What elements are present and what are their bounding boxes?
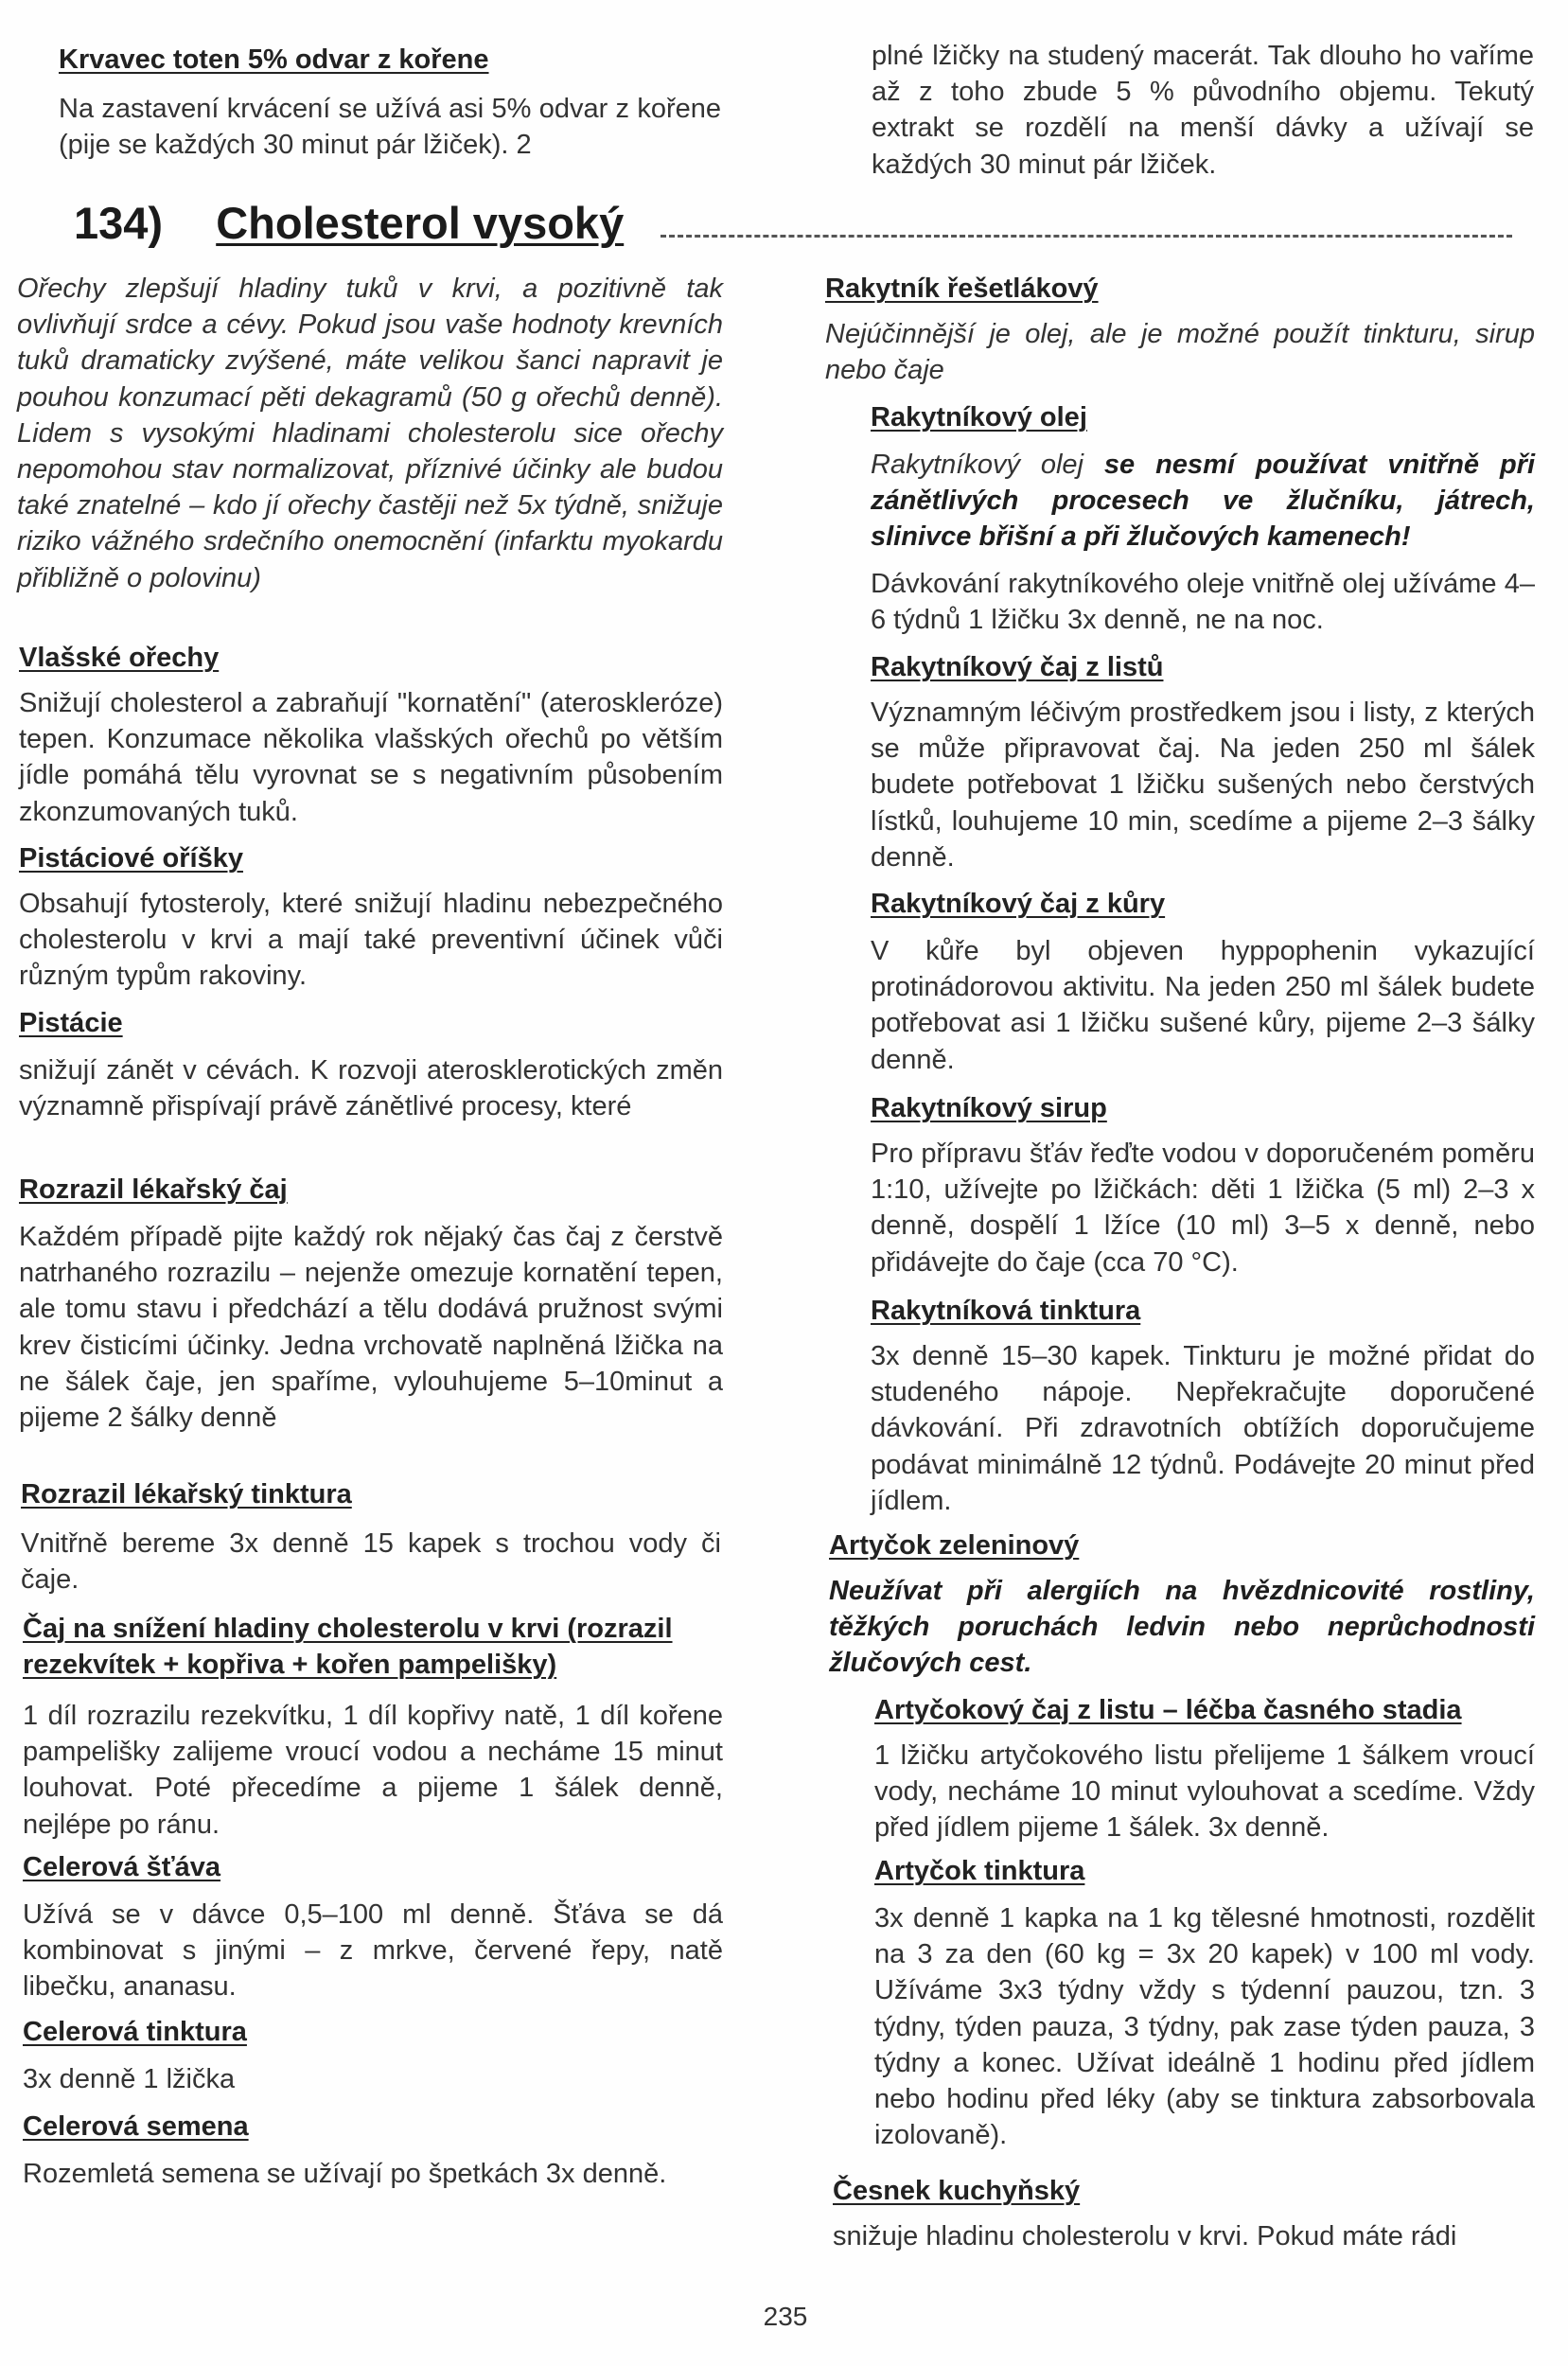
text-leaf-tea: Významným léčivým prostředkem jsou i listy, z kterých se může připravovat čaj. Na jeden 250 ml šálek budete potřebovat 1 lžičku sušených nebo čerstvých lístků, louhujeme 10 min, scedíme a pijeme 2–3 šálky denně. [871, 697, 1535, 873]
heading-oil: Rakytníkový olej [871, 402, 1087, 433]
text-rozrazil-tea: Každém případě pijte každý rok nějaký čas čaj z čerstvě natrhaného rozrazilu – nejenže omezuje kornatění tepen, ale tomu stavu i předchází a tělu dodává pružnost svými krev čisticími účinky. Jedna vrchovatě naplněná lžička na ne šálek čaje, jen spaříme, vylouhujeme 5–10minut a pijeme 2 šálky denně [19, 1222, 723, 1434]
heading-krvavec: Krvavec toten 5% odvar z kořene [59, 44, 489, 75]
heading-rozrazil-tea: Rozrazil lékařský čaj [19, 1174, 288, 1205]
oil-warning-bold: se nesmí používat vnitřně při zánětlivých procesech ve žlučníku, játrech, slinivce břišní a při žlučových kamenech! [871, 450, 1536, 553]
heading-sea-buckthorn: Rakytník řešetlákový [825, 274, 1099, 304]
heading-syrup: Rakytníkový sirup [871, 1093, 1107, 1123]
text-mix-tea: 1 díl rozrazilu rezekvítku, 1 díl kopřivy natě, 1 díl kořene pampelišky zalijeme vroucí vodou a necháme 15 minut louhovat. Poté přecedíme a pijeme 1 šálek denně, nejlépe po ránu. [23, 1701, 723, 1840]
text-garlic: snižuje hladinu cholesterolu v krvi. Pokud máte rádi [833, 2221, 1457, 2251]
text-celery-juice: Užívá se v dávce 0,5–100 ml denně. Šťáva se dá kombinovat s jinými – z mrkve, červené řepy, natě libečku, ananasu. [23, 1899, 723, 2003]
section-title [74, 195, 624, 252]
heading-celery-juice: Celerová šťáva [23, 1852, 220, 1882]
text-tincture: 3x denně 15–30 kapek. Tinkturu je možné přidat do studeného nápoje. Nepřekračujte doporučené dávkování. Při zdravotních obtížích doporučujeme podávat minimálně 12 týdnů. Podávejte 20 minut před jídlem. [871, 1341, 1535, 1516]
oil-warning-prefix: Rakytníkový olej [871, 450, 1104, 480]
heading-pistachio-nuts: Pistáciové oříšky [19, 843, 243, 874]
section-heading [74, 195, 1512, 261]
text-rozrazil-tincture: Vnitřně bereme 3x denně 15 kapek s trochou vody či čaje. [21, 1528, 721, 1596]
dashed-rule [661, 235, 1512, 238]
heading-artichoke: Artyčok zeleninový [829, 1530, 1080, 1561]
heading-walnut: Vlašské ořechy [19, 643, 220, 673]
heading-pistachio: Pistácie [19, 1008, 123, 1038]
intro-paragraph: Ořechy zlepšují hladiny tuků v krvi, a pozitivně tak ovlivňují srdce a cévy. Pokud jsou vaše hodnoty krevních tuků dramaticky zvýšené, máte velikou šanci napravit je pouhou konzumací pěti dekagramů (50 g ořechů denně). Lidem s vysokými hladinami cholesterolu sice ořechy nepomohou stav normalizovat, příznivé účinky ale budou také znatelné – kdo jí ořechy častěji než 5x týdně, snižuje riziko vážného srdečního onemocnění (infarktu myokardu přibližně o polovinu) [17, 274, 723, 593]
text-celery-tincture: 3x denně 1 lžička [23, 2064, 236, 2094]
section-name: Cholesterol vysoký [216, 198, 625, 248]
heading-artichoke-tea: Artyčokový čaj z listu – léčba časného stadia [874, 1695, 1462, 1725]
text-oil-warning [871, 447, 1535, 556]
text-krvavec: Na zastavení krvácení se užívá asi 5% odvar z kořene (pije se každých 30 minut pár lžiček). 2 [59, 94, 721, 161]
text-sea-buckthorn: Nejúčinnější je olej, ale je možné použít tinkturu, sirup nebo čaje [825, 319, 1535, 386]
text-artichoke-tincture: 3x denně 1 kapka na 1 kg tělesné hmotnosti, rozdělit na 3 za den (60 kg = 3x 20 kapek) v 100 ml vody. Užíváme 3x3 týdny vždy s týdenní pauzou, tzn. 3 týdny, týden pauza, 3 týdny, pak zase týden pauza, 3 týdny a konec. Užívat ideálně 1 hodinu před jídlem nebo hodinu před léky (aby se tinktura zabsorbovala izolovaně). [874, 1903, 1535, 2151]
heading-mix-tea: Čaj na snížení hladiny cholesterolu v krvi (rozrazil rezekvítek + kopřiva + kořen pampelišky) [23, 1614, 673, 1680]
text-artichoke-tea: 1 lžičku artyčokového listu přelijeme 1 šálkem vroucí vody, necháme 10 minut vylouhovat a scedíme. Vždy před jídlem pijeme 1 šálek. 3x denně. [874, 1740, 1535, 1844]
text-bark-tea: V kůře byl objeven hyppophenin vykazující protinádorovou aktivitu. Na jeden 250 ml šálek budete potřebovat asi 1 lžičku sušené kůry, pijeme 2–3 šálky denně. [871, 936, 1535, 1075]
heading-tincture: Rakytníková tinktura [871, 1296, 1141, 1326]
text-artichoke-warning: Neužívat při alergiích na hvězdnicovité rostliny, těžkých poruchách ledvin nebo neprůchodnosti žlučových cest. [829, 1576, 1535, 1679]
text-celery-seeds: Rozemletá semena se užívají po špetkách 3x denně. [23, 2159, 667, 2189]
text-walnut: Snižují cholesterol a zabraňují "kornatění" (ateroskleróze) tepen. Konzumace několika vlašských ořechů po větším jídle pomáhá tělu vyrovnat se s negativním působením zkonzumovaných tuků. [19, 688, 723, 827]
heading-celery-tincture: Celerová tinktura [23, 2017, 247, 2047]
heading-garlic: Česnek kuchyňský [833, 2176, 1081, 2206]
heading-leaf-tea: Rakytníkový čaj z listů [871, 652, 1164, 682]
heading-bark-tea: Rakytníkový čaj z kůry [871, 889, 1166, 919]
text-syrup: Pro přípravu šťáv řeďte vodou v doporučeném poměru 1:10, užívejte po lžičkách: děti 1 lžička (5 ml) 2–3 x denně, dospělí 1 lžíce (10 ml) 3–5 x denně, nebo přidávejte do čaje (cca 70 °C). [871, 1139, 1535, 1278]
heading-artichoke-tincture: Artyčok tinktura [874, 1856, 1085, 1886]
heading-celery-seeds: Celerová semena [23, 2111, 249, 2142]
page-number: 235 [763, 2302, 808, 2331]
text-pistachio: snižují zánět v cévách. K rozvoji aterosklerotických změn významně přispívají právě zánětlivé procesy, které [19, 1055, 723, 1122]
section-number: 134) [74, 198, 164, 248]
text-pistachio-nuts: Obsahují fytosteroly, které snižují hladinu nebezpečného cholesterolu v krvi a mají také preventivní účinek vůči různým typům rakoviny. [19, 889, 723, 992]
text-continued: plné lžičky na studený macerát. Tak dlouho ho vaříme až z toho zbude 5 % původního objemu. Tekutý extrakt se rozdělí na menší dávky a užívají se každých 30 minut pár lžiček. [872, 41, 1534, 180]
text-oil-dose: Dávkování rakytníkového oleje vnitřně olej užíváme 4–6 týdnů 1 lžičku 3x denně, ne na noc. [871, 569, 1535, 636]
heading-rozrazil-tincture: Rozrazil lékařský tinktura [21, 1479, 352, 1510]
